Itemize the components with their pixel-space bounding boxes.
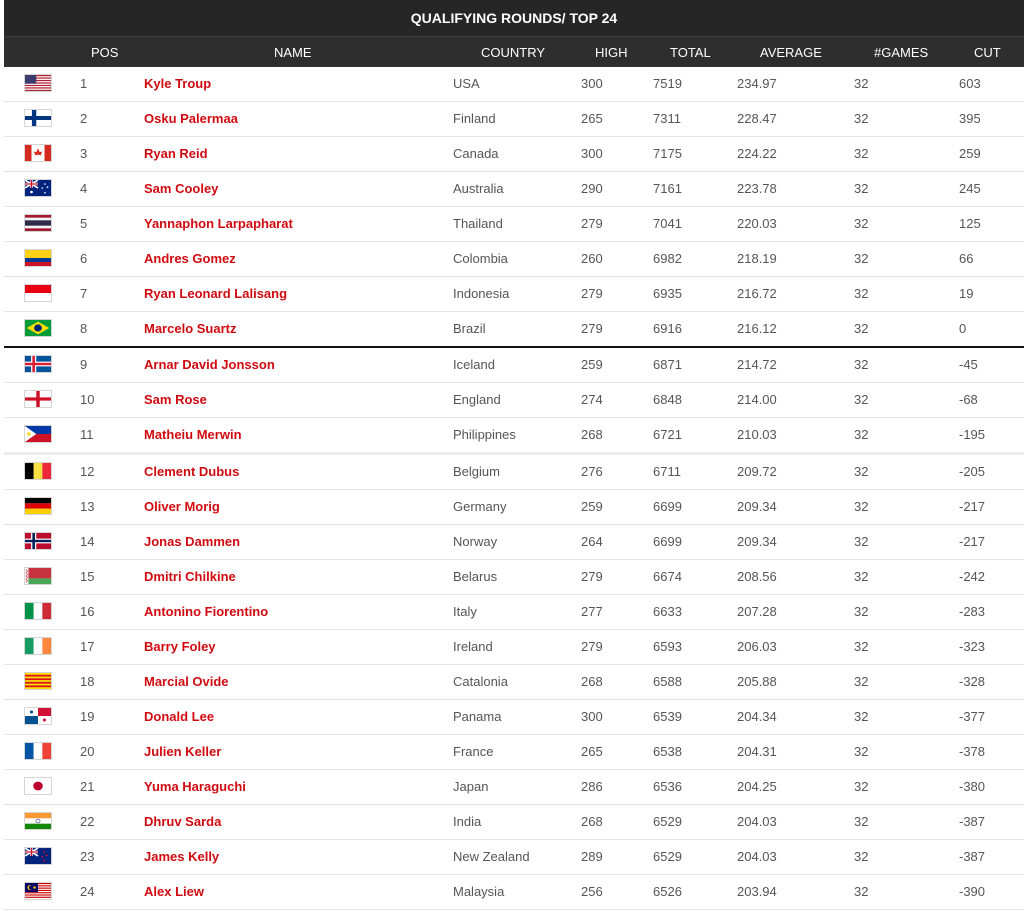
average-cell: 220.03 (737, 216, 777, 231)
cut-cell: -380 (959, 779, 986, 794)
position-cell: 22 (80, 814, 95, 829)
games-cell: 32 (854, 499, 869, 514)
norway-flag-icon (24, 532, 52, 550)
games-cell: 32 (854, 111, 869, 126)
high-cell: 274 (581, 392, 603, 407)
cut-cell: -205 (959, 464, 986, 479)
games-cell: 32 (854, 392, 869, 407)
high-cell: 279 (581, 286, 603, 301)
country-cell: Colombia (453, 251, 508, 266)
position-cell: 9 (80, 357, 88, 372)
germany-flag-icon (24, 497, 52, 515)
cut-cell: -217 (959, 499, 986, 514)
average-cell: 214.00 (737, 392, 777, 407)
cut-cell: 245 (959, 181, 981, 196)
india-flag-icon (24, 812, 52, 830)
player-name-link[interactable]: Marcial Ovide (144, 674, 229, 689)
thailand-flag-icon (24, 214, 52, 232)
position-cell: 17 (80, 639, 95, 654)
player-name-link[interactable]: Yuma Haraguchi (144, 779, 246, 794)
canada-flag-icon (24, 144, 52, 162)
position-cell: 4 (80, 181, 88, 196)
games-cell: 32 (854, 321, 869, 336)
country-cell: Indonesia (453, 286, 510, 301)
average-cell: 204.03 (737, 849, 777, 864)
total-cell: 6633 (653, 604, 682, 619)
games-cell: 32 (854, 427, 869, 442)
total-cell: 6982 (653, 251, 682, 266)
high-cell: 279 (581, 321, 603, 336)
cut-cell: -45 (959, 357, 978, 372)
cut-cell: -195 (959, 427, 986, 442)
position-cell: 5 (80, 216, 88, 231)
france-flag-icon (24, 742, 52, 760)
country-cell: France (453, 744, 494, 759)
player-name-link[interactable]: Donald Lee (144, 709, 215, 724)
total-cell: 6529 (653, 849, 682, 864)
high-cell: 300 (581, 76, 603, 91)
games-cell: 32 (854, 464, 869, 479)
brazil-flag-icon (24, 319, 52, 337)
table-row (4, 312, 1024, 348)
average-cell: 234.97 (737, 76, 777, 91)
high-cell: 256 (581, 884, 603, 899)
high-cell: 300 (581, 709, 603, 724)
games-cell: 32 (854, 181, 869, 196)
average-cell: 209.34 (737, 499, 777, 514)
average-cell: 204.03 (737, 814, 777, 829)
ireland-flag-icon (24, 637, 52, 655)
games-cell: 32 (854, 216, 869, 231)
table-row (4, 172, 1024, 207)
high-cell: 259 (581, 499, 603, 514)
iceland-flag-icon (24, 355, 52, 373)
high-cell: 259 (581, 357, 603, 372)
games-cell: 32 (854, 709, 869, 724)
country-cell: Norway (453, 534, 498, 549)
belarus-flag-icon (24, 567, 52, 585)
country-cell: Finland (453, 111, 496, 126)
cut-cell: 603 (959, 76, 981, 91)
games-cell: 32 (854, 674, 869, 689)
header-name[interactable]: NAME (274, 45, 312, 60)
country-cell: USA (453, 76, 480, 91)
total-cell: 6935 (653, 286, 682, 301)
average-cell: 224.22 (737, 146, 777, 161)
country-cell: Philippines (453, 427, 516, 442)
average-cell: 208.56 (737, 569, 777, 584)
average-cell: 206.03 (737, 639, 777, 654)
position-cell: 19 (80, 709, 95, 724)
total-cell: 6526 (653, 884, 682, 899)
total-cell: 7175 (653, 146, 682, 161)
header-pos[interactable]: POS (91, 45, 119, 60)
games-cell: 32 (854, 76, 869, 91)
player-name-link[interactable]: Ryan Leonard Lalisang (144, 286, 288, 301)
player-name-link[interactable]: Julien Keller (144, 744, 222, 759)
position-cell: 11 (80, 427, 94, 442)
games-cell: 32 (854, 639, 869, 654)
table-row (4, 67, 1024, 102)
colombia-flag-icon (24, 249, 52, 267)
table-row (4, 277, 1024, 312)
player-name-link[interactable]: Oliver Morig (144, 499, 220, 514)
high-cell: 286 (581, 779, 603, 794)
table-title: QUALIFYING ROUNDS/ TOP 24 (4, 0, 1024, 37)
header-total[interactable]: TOTAL (670, 45, 711, 60)
average-cell: 214.72 (737, 357, 777, 372)
total-cell: 6674 (653, 569, 682, 584)
position-cell: 2 (80, 111, 88, 126)
total-cell: 7161 (653, 181, 682, 196)
average-cell: 223.78 (737, 181, 777, 196)
total-cell: 7519 (653, 76, 682, 91)
country-cell: Thailand (453, 216, 503, 231)
average-cell: 204.31 (737, 744, 777, 759)
position-cell: 24 (80, 884, 95, 899)
header-average[interactable]: AVERAGE (760, 45, 822, 60)
new-zealand-flag-icon (24, 847, 52, 865)
player-name-link[interactable]: Osku Palermaa (144, 111, 238, 126)
england-flag-icon (24, 390, 52, 408)
country-cell: New Zealand (453, 849, 530, 864)
cut-cell: -217 (959, 534, 986, 549)
total-cell: 6916 (653, 321, 682, 336)
high-cell: 279 (581, 216, 603, 231)
table-row (4, 770, 1024, 805)
cut-cell: 395 (959, 111, 981, 126)
high-cell: 268 (581, 427, 603, 442)
games-cell: 32 (854, 744, 869, 759)
high-cell: 268 (581, 674, 603, 689)
cut-cell: 66 (959, 251, 974, 266)
table-row (4, 137, 1024, 172)
games-cell: 32 (854, 814, 869, 829)
player-name-link[interactable]: Yannaphon Larpapharat (144, 216, 293, 231)
position-cell: 18 (80, 674, 95, 689)
games-cell: 32 (854, 251, 869, 266)
average-cell: 207.28 (737, 604, 777, 619)
high-cell: 276 (581, 464, 603, 479)
cut-cell: -390 (959, 884, 986, 899)
position-cell: 12 (80, 464, 95, 479)
standings-table (4, 0, 1024, 910)
games-cell: 32 (854, 357, 869, 372)
belgium-flag-icon (24, 462, 52, 480)
player-name-link[interactable]: Sam Rose (144, 392, 207, 407)
high-cell: 289 (581, 849, 603, 864)
table-row (4, 525, 1024, 560)
average-cell: 204.25 (737, 779, 777, 794)
games-cell: 32 (854, 534, 869, 549)
table-row (4, 348, 1024, 383)
malaysia-flag-icon (24, 882, 52, 900)
header-cut[interactable]: CUT (974, 45, 1001, 60)
cut-cell: 0 (959, 321, 967, 336)
table-body (4, 67, 1024, 910)
header-country[interactable]: COUNTRY (481, 45, 546, 60)
position-cell: 7 (80, 286, 88, 301)
total-cell: 6529 (653, 814, 682, 829)
average-cell: 210.03 (737, 427, 777, 442)
table-row (4, 490, 1024, 525)
average-cell: 218.19 (737, 251, 777, 266)
total-cell: 6699 (653, 499, 682, 514)
cut-cell: 259 (959, 146, 981, 161)
high-cell: 277 (581, 604, 603, 619)
total-cell: 6536 (653, 779, 682, 794)
total-cell: 7311 (653, 111, 681, 126)
player-name-link[interactable]: Antonino Fiorentino (144, 604, 269, 619)
table-row (4, 383, 1024, 418)
average-cell: 228.47 (737, 111, 777, 126)
position-cell: 8 (80, 321, 88, 336)
table-row (4, 630, 1024, 665)
average-cell: 203.94 (737, 884, 777, 899)
country-cell: Ireland (453, 639, 493, 654)
cut-cell: -323 (959, 639, 986, 654)
cut-cell: 125 (959, 216, 981, 231)
total-cell: 6711 (653, 464, 681, 479)
games-cell: 32 (854, 604, 869, 619)
catalonia-flag-icon (24, 672, 52, 690)
player-name-link[interactable]: James Kelly (144, 849, 220, 864)
finland-flag-icon (24, 109, 52, 127)
table-row (4, 665, 1024, 700)
high-cell: 290 (581, 181, 603, 196)
table-row (4, 207, 1024, 242)
cut-cell: -283 (959, 604, 986, 619)
position-cell: 6 (80, 251, 88, 266)
games-cell: 32 (854, 146, 869, 161)
position-cell: 20 (80, 744, 95, 759)
table-row (4, 840, 1024, 875)
position-cell: 13 (80, 499, 95, 514)
player-name-link[interactable]: Barry Foley (144, 639, 216, 654)
cut-cell: 19 (959, 286, 974, 301)
total-cell: 6848 (653, 392, 682, 407)
total-cell: 6721 (653, 427, 682, 442)
country-cell: England (453, 392, 501, 407)
total-cell: 6593 (653, 639, 682, 654)
player-name-link[interactable]: Jonas Dammen (144, 534, 241, 549)
country-cell: Malaysia (453, 884, 505, 899)
high-cell: 279 (581, 639, 603, 654)
philippines-flag-icon (24, 425, 52, 443)
table-row (4, 700, 1024, 735)
player-name-link[interactable]: Ryan Reid (144, 146, 208, 161)
japan-flag-icon (24, 777, 52, 795)
high-cell: 264 (581, 534, 603, 549)
games-cell: 32 (854, 884, 869, 899)
panama-flag-icon (24, 707, 52, 725)
table-row (4, 418, 1024, 455)
cut-cell: -377 (959, 709, 986, 724)
cut-cell: -387 (959, 849, 986, 864)
high-cell: 265 (581, 111, 603, 126)
total-cell: 6538 (653, 744, 682, 759)
cut-cell: -68 (959, 392, 978, 407)
position-cell: 21 (80, 779, 95, 794)
games-cell: 32 (854, 849, 869, 864)
total-cell: 7041 (653, 216, 682, 231)
high-cell: 268 (581, 814, 603, 829)
table-row (4, 242, 1024, 277)
country-cell: Australia (453, 181, 504, 196)
header-high[interactable]: HIGH (595, 45, 628, 60)
player-name-link[interactable]: Alex Liew (144, 884, 204, 899)
high-cell: 279 (581, 569, 603, 584)
country-cell: Brazil (453, 321, 486, 336)
games-cell: 32 (854, 779, 869, 794)
games-cell: 32 (854, 286, 869, 301)
cut-cell: -328 (959, 674, 986, 689)
table-row (4, 560, 1024, 595)
position-cell: 10 (80, 392, 95, 407)
country-cell: Canada (453, 146, 499, 161)
player-name-link[interactable]: Dhruv Sarda (144, 814, 222, 829)
country-cell: Iceland (453, 357, 495, 372)
position-cell: 16 (80, 604, 95, 619)
country-cell: Catalonia (453, 674, 508, 689)
table-row (4, 875, 1024, 910)
indonesia-flag-icon (24, 284, 52, 302)
cut-cell: -387 (959, 814, 986, 829)
country-cell: India (453, 814, 482, 829)
table-row (4, 735, 1024, 770)
total-cell: 6539 (653, 709, 682, 724)
usa-flag-icon (24, 74, 52, 92)
country-cell: Belgium (453, 464, 500, 479)
italy-flag-icon (24, 602, 52, 620)
high-cell: 300 (581, 146, 603, 161)
table-row (4, 595, 1024, 630)
country-cell: Japan (453, 779, 489, 794)
table-row (4, 455, 1024, 490)
total-cell: 6871 (653, 357, 682, 372)
position-cell: 1 (80, 76, 88, 91)
player-name-link[interactable]: Marcelo Suartz (144, 321, 237, 336)
player-name-link[interactable]: Sam Cooley (144, 181, 219, 196)
player-name-link[interactable]: Matheiu Merwin (144, 427, 242, 442)
high-cell: 265 (581, 744, 603, 759)
position-cell: 3 (80, 146, 88, 161)
header-games[interactable]: #GAMES (874, 45, 929, 60)
country-cell: Belarus (453, 569, 498, 584)
average-cell: 205.88 (737, 674, 777, 689)
table-row (4, 102, 1024, 137)
average-cell: 216.12 (737, 321, 777, 336)
games-cell: 32 (854, 569, 869, 584)
average-cell: 216.72 (737, 286, 777, 301)
average-cell: 204.34 (737, 709, 777, 724)
player-name-link[interactable]: Arnar David Jonsson (144, 357, 275, 372)
player-name-link[interactable]: Andres Gomez (144, 251, 236, 266)
average-cell: 209.34 (737, 534, 777, 549)
total-cell: 6588 (653, 674, 682, 689)
player-name-link[interactable]: Dmitri Chilkine (144, 569, 236, 584)
position-cell: 15 (80, 569, 95, 584)
australia-flag-icon (24, 179, 52, 197)
high-cell: 260 (581, 251, 603, 266)
player-name-link[interactable]: Kyle Troup (144, 76, 212, 91)
table-header (4, 37, 1024, 67)
country-cell: Panama (453, 709, 502, 724)
cut-cell: -378 (959, 744, 986, 759)
player-name-link[interactable]: Clement Dubus (144, 464, 240, 479)
average-cell: 209.72 (737, 464, 777, 479)
table-row (4, 805, 1024, 840)
country-cell: Italy (453, 604, 477, 619)
cut-cell: -242 (959, 569, 986, 584)
position-cell: 23 (80, 849, 95, 864)
position-cell: 14 (80, 534, 95, 549)
total-cell: 6699 (653, 534, 682, 549)
country-cell: Germany (453, 499, 507, 514)
